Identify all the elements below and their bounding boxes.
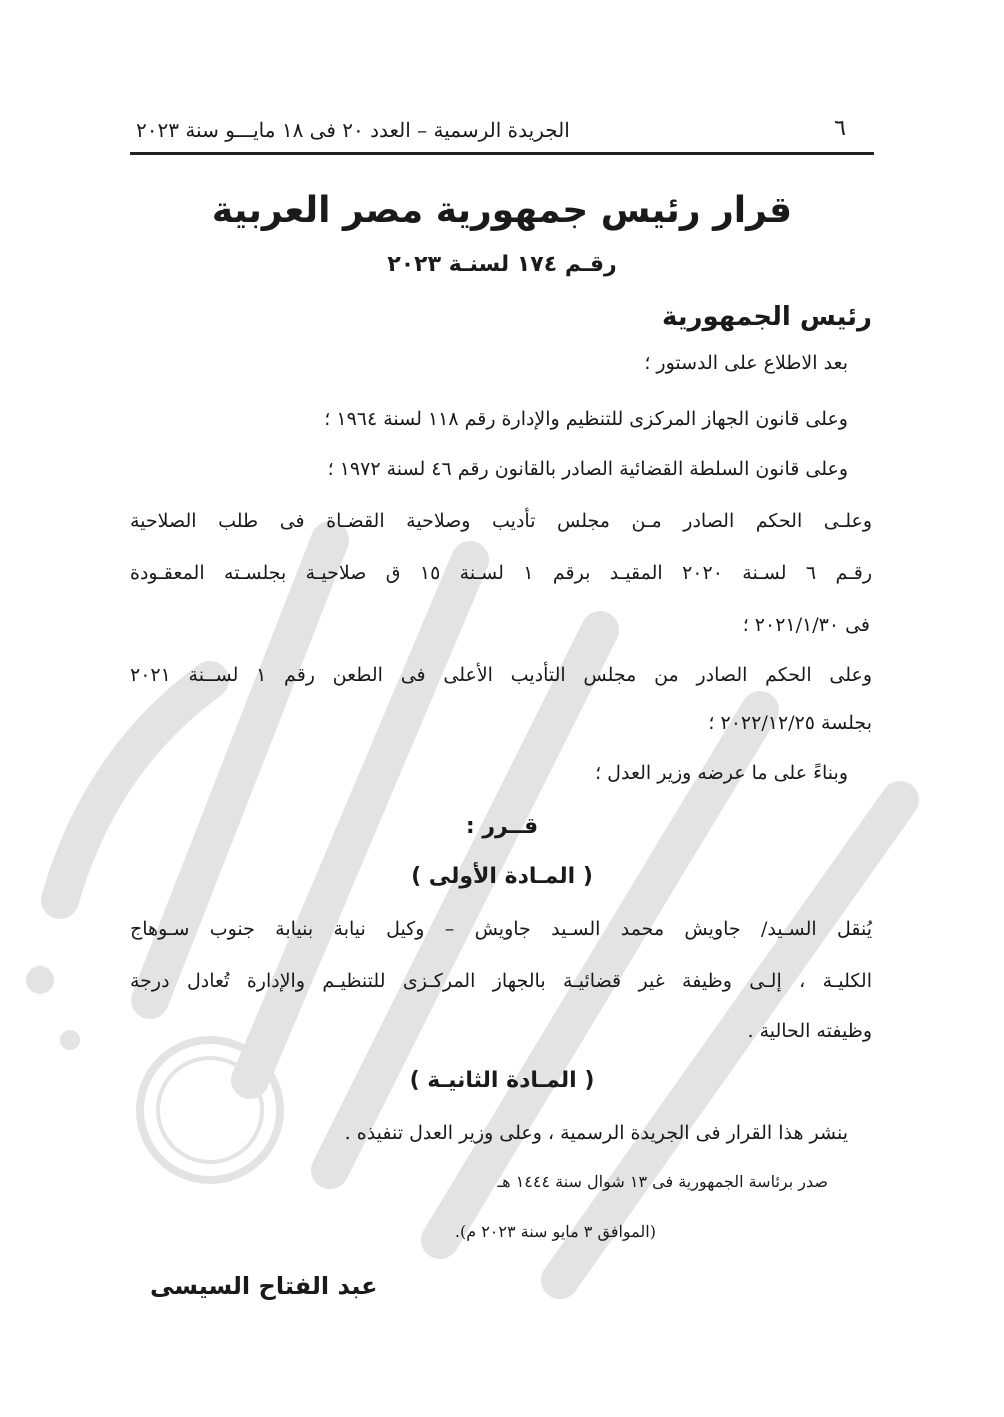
issued-date: صدر برئاسة الجمهورية فى ١٣ شوال سنة ١٤٤٤ هـ <box>497 1172 828 1191</box>
preamble-line: وعلى قانون الجهاز المركزى للتنظيم والإدارة رقم ١١٨ لسنة ١٩٦٤ ؛ <box>324 408 848 430</box>
decree-number: رقـم ١٧٤ لسنـة ٢٠٢٣ <box>387 252 617 277</box>
page-number: ٦ <box>834 116 846 141</box>
preamble-line: بعد الاطلاع على الدستور ؛ <box>644 352 848 374</box>
article-1-heading: ( المـادة الأولى ) <box>411 864 593 889</box>
preamble-line: وعلى قانون السلطة القضائية الصادر بالقانون رقم ٤٦ لسنة ١٩٧٢ ؛ <box>327 458 848 480</box>
preamble-line: وعلى الحكم الصادر من مجلس التأديب الأعلى فى الطعن رقم ١ لســنة ٢٠٢١ <box>130 664 873 686</box>
issuer-heading: رئيس الجمهورية <box>662 302 872 332</box>
article-1-line: الكليـة ، إلـى وظيفة غير قضائيـة بالجهاز المركـزى للتنظيـم والإدارة تُعادل درجة <box>130 970 872 992</box>
signature: عبد الفتاح السيسى <box>150 1272 378 1300</box>
gazette-header-text: الجريدة الرسمية – العدد ٢٠ فى ١٨ مايـــو سنة ٢٠٢٣ <box>136 118 570 142</box>
preamble-line: وبناءً على ما عرضه وزير العدل ؛ <box>595 762 848 784</box>
page-header <box>130 112 874 155</box>
decided-heading: قــرر : <box>465 814 539 839</box>
decree-title: قرار رئيس جمهورية مصر العربية <box>211 190 793 231</box>
preamble-line: بجلسة ٢٠٢٢/١٢/٢٥ ؛ <box>708 712 872 734</box>
preamble-line: رقـم ٦ لسـنة ٢٠٢٠ المقيـد برقم ١ لسـنة ١٥ ق صلاحيـة بجلسـته المعقـودة <box>130 562 872 584</box>
article-2-heading: ( المـادة الثانيـة ) <box>409 1068 595 1093</box>
preamble-line: فى ٢٠٢١/١/٣٠ ؛ <box>742 614 870 636</box>
article-2-text: ينشر هذا القرار فى الجريدة الرسمية ، وعلى وزير العدل تنفيذه . <box>344 1122 848 1144</box>
article-1-line: وظيفته الحالية . <box>747 1020 872 1042</box>
article-1-line: يُنقل السـيد/ جاويش محمد السـيد جاويش – وكيل نيابة بنيابة جنوب سـوهاج <box>130 918 872 940</box>
preamble-line: وعلـى الحكم الصادر مـن مجلس تأديب وصلاحية القضـاة فى طلب الصلاحية <box>130 510 872 532</box>
corresponding-date: (الموافق ٣ مايو سنة ٢٠٢٣ م). <box>454 1222 656 1241</box>
